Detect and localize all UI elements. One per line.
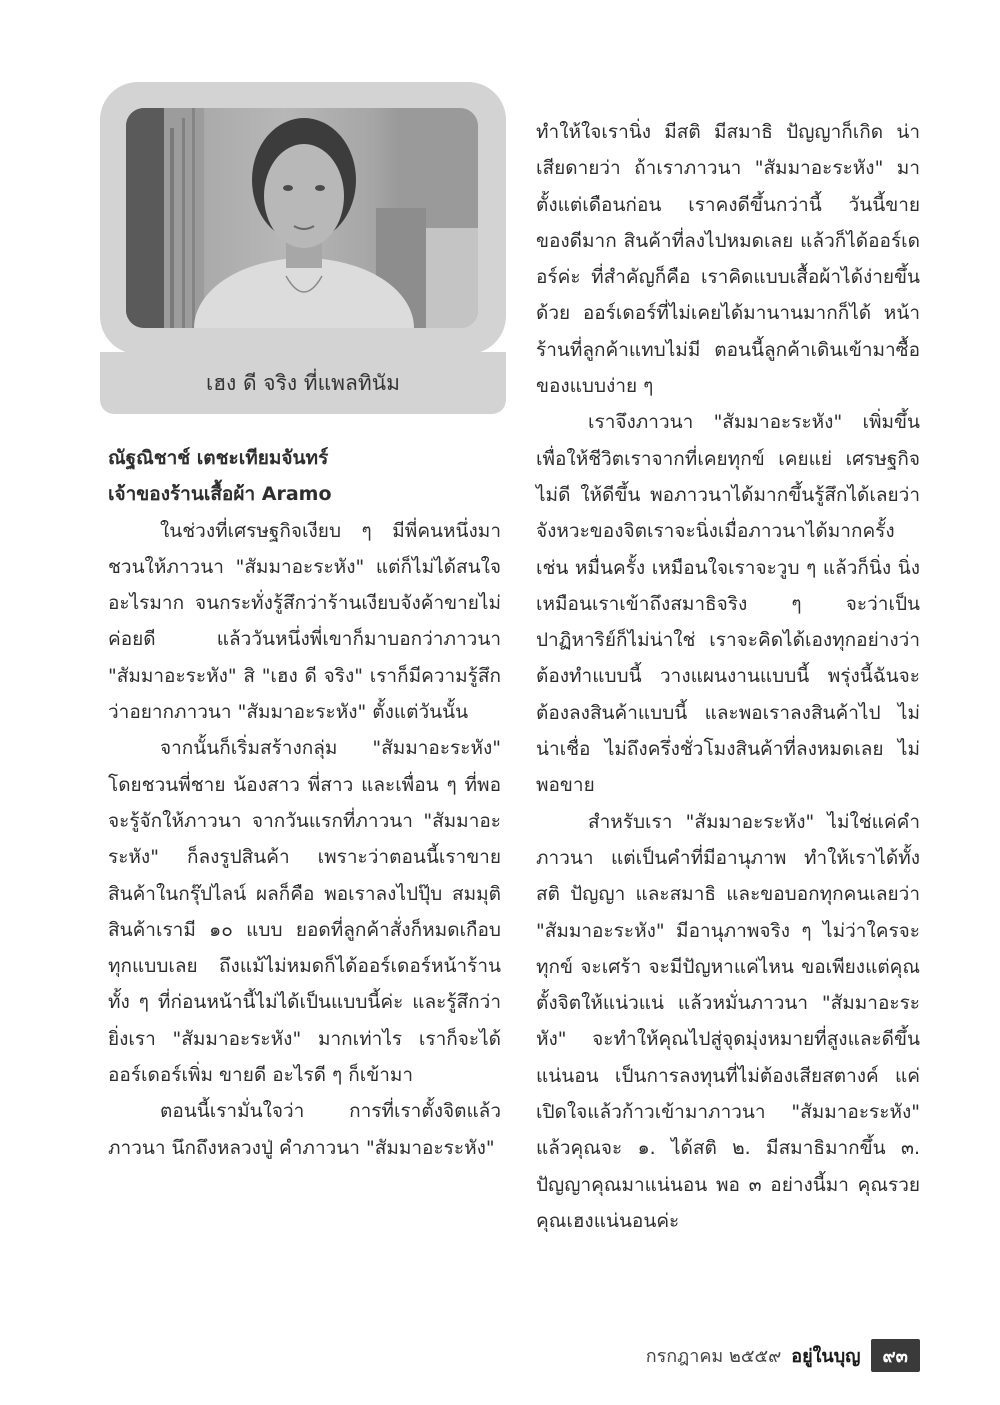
portrait-photo — [126, 108, 478, 328]
page-number: ๙๓ — [871, 1339, 921, 1372]
paragraph: จากนั้นก็เริ่มสร้างกลุ่ม "สัมมาอะระหัง" โดยชวนพี่ชาย น้องสาว พี่สาว และเพื่อน ๆ ที่พอจะรู้จักให้ภาวนา จากวันแรกที่ภาวนา "สัมมาอะระหัง" ก็ลงรูปสินค้า เพราะว่าตอนนี้เราขายสินค้าในกรุ๊ปไลน์ ผลก็คือ พอเราลงไปปุ๊บ สมมุติสินค้าเรามี ๑๐ แบบ ยอดที่ลูกค้าสั่งก็หมดเกือบทุกแบบเลย ถึงแม้ไม่หมดก็ได้ออร์เดอร์หน้าร้าน ทั้ง ๆ ที่ก่อนหน้านี้ไม่ได้เป็นแบบนี้ค่ะ และรู้สึกว่ายิ่งเรา "สัมมาอะระหัง" มากเท่าไร เราก็จะได้ออร์เดอร์เพิ่ม ขายดี อะไรดี ๆ ก็เข้ามา — [108, 737, 501, 1087]
portrait-illustration — [126, 108, 478, 328]
paragraph: เราจึงภาวนา "สัมมาอะระหัง" เพิ่มขึ้น เพื่อให้ชีวิตเราจากที่เคยทุกข์ เคยแย่ เศรษฐกิจไม่ดี ให้ดีขึ้น พอภาวนาได้มากขึ้นรู้สึกได้เลยว่าจังหวะของจิตเราจะนิ่งเมื่อภาวนาได้มากครั้ง เช่น หมื่นครั้ง เหมือนใจเราจะวูบ ๆ แล้วก็นิ่ง นิ่งเหมือนเราเข้าถึงสมาธิจริง ๆ จะว่าเป็นปาฏิหาริย์ก็ไม่น่าใช่ เราจะคิดได้เองทุกอย่างว่าต้องทำแบบนี้ วางแผนงานแบบนี้ พรุ่งนี้ฉันจะต้องลงสินค้าแบบนี้ และพอเราลงสินค้าไป ไม่น่าเชื่อ ไม่ถึงครึ่งชั่วโมงสินค้าที่ลงหมดเลย ไม่พอขาย — [536, 411, 920, 797]
photo-caption-text: เฮง ดี จริง ที่แพลทินัม — [206, 370, 400, 395]
paragraph: ตอนนี้เรามั่นใจว่า การที่เราตั้งจิตแล้วภาวนา นึกถึงหลวงปู่ คำภาวนา "สัมมาอะระหัง" — [108, 1100, 501, 1159]
article-right-column — [536, 114, 920, 1239]
author-name: ณัฐณิชาช์ เตชะเทียมจันทร์ — [108, 447, 329, 469]
page-footer — [620, 1340, 920, 1370]
issue-date: กรกฎาคม ๒๕๕๙ — [645, 1345, 782, 1367]
photo-caption — [100, 352, 506, 414]
paragraph: ในช่วงที่เศรษฐกิจเงียบ ๆ มีพี่คนหนึ่งมาชวนให้ภาวนา "สัมมาอะระหัง" แต่ก็ไม่ได้สนใจอะไรมาก จนกระทั่งรู้สึกว่าร้านเงียบจังค้าขายไม่ค่อยดี แล้ววันหนึ่งพี่เขาก็มาบอกว่าภาวนา "สัมมาอะระหัง" สิ "เฮง ดี จริง" เราก็มีความรู้สึกว่าอยากภาวนา "สัมมาอะระหัง" ตั้งแต่วันนั้น — [108, 519, 501, 724]
photo-frame — [100, 82, 506, 354]
paragraph: สำหรับเรา "สัมมาอะระหัง" ไม่ใช่แค่คำภาวนา แต่เป็นคำที่มีอานุภาพ ทำให้เราได้ทั้งสติ ปัญญา และสมาธิ และขอบอกทุกคนเลยว่า "สัมมาอะระหัง" มีอานุภาพจริง ๆ ไม่ว่าใครจะทุกข์ จะเศร้า จะมีปัญหาแค่ไหน ขอเพียงแต่คุณตั้งจิตให้แน่วแน่ แล้วหมั่นภาวนา "สัมมาอะระหัง" จะทำให้คุณไปสู่จุดมุ่งหมายที่สูงและดีขึ้นแน่นอน เป็นการลงทุนที่ไม่ต้องเสียสตางค์ แค่เปิดใจแล้วก้าวเข้ามาภาวนา "สัมมาอะระหัง" แล้วคุณจะ ๑. ได้สติ ๒. มีสมาธิมากขึ้น ๓. ปัญญาคุณมาแน่นอน พอ ๓ อย่างนี้มา คุณรวย คุณเฮงแน่นอนค่ะ — [536, 810, 920, 1232]
author-role: เจ้าของร้านเสื้อผ้า Aramo — [108, 483, 332, 506]
paragraph: ทำให้ใจเรานิ่ง มีสติ มีสมาธิ ปัญญาก็เกิด น่าเสียดายว่า ถ้าเราภาวนา "สัมมาอะระหัง" มาตั้งแต่เดือนก่อน เราคงดีขึ้นกว่านี้ วันนี้ขายของดีมาก สินค้าที่ลงไปหมดเลย แล้วก็ได้ออร์เดอร์ค่ะ ที่สำคัญก็คือ เราคิดแบบเสื้อผ้าได้ง่ายขึ้นด้วย ออร์เดอร์ที่ไม่เคยได้มานานมากก็ได้ หน้าร้านที่ลูกค้าแทบไม่มี ตอนนี้ลูกค้าเดินเข้ามาซื้อของแบบง่าย ๆ — [536, 121, 920, 398]
article-left-column — [108, 440, 501, 1166]
magazine-name: อยู่ในบุญ — [791, 1345, 861, 1367]
